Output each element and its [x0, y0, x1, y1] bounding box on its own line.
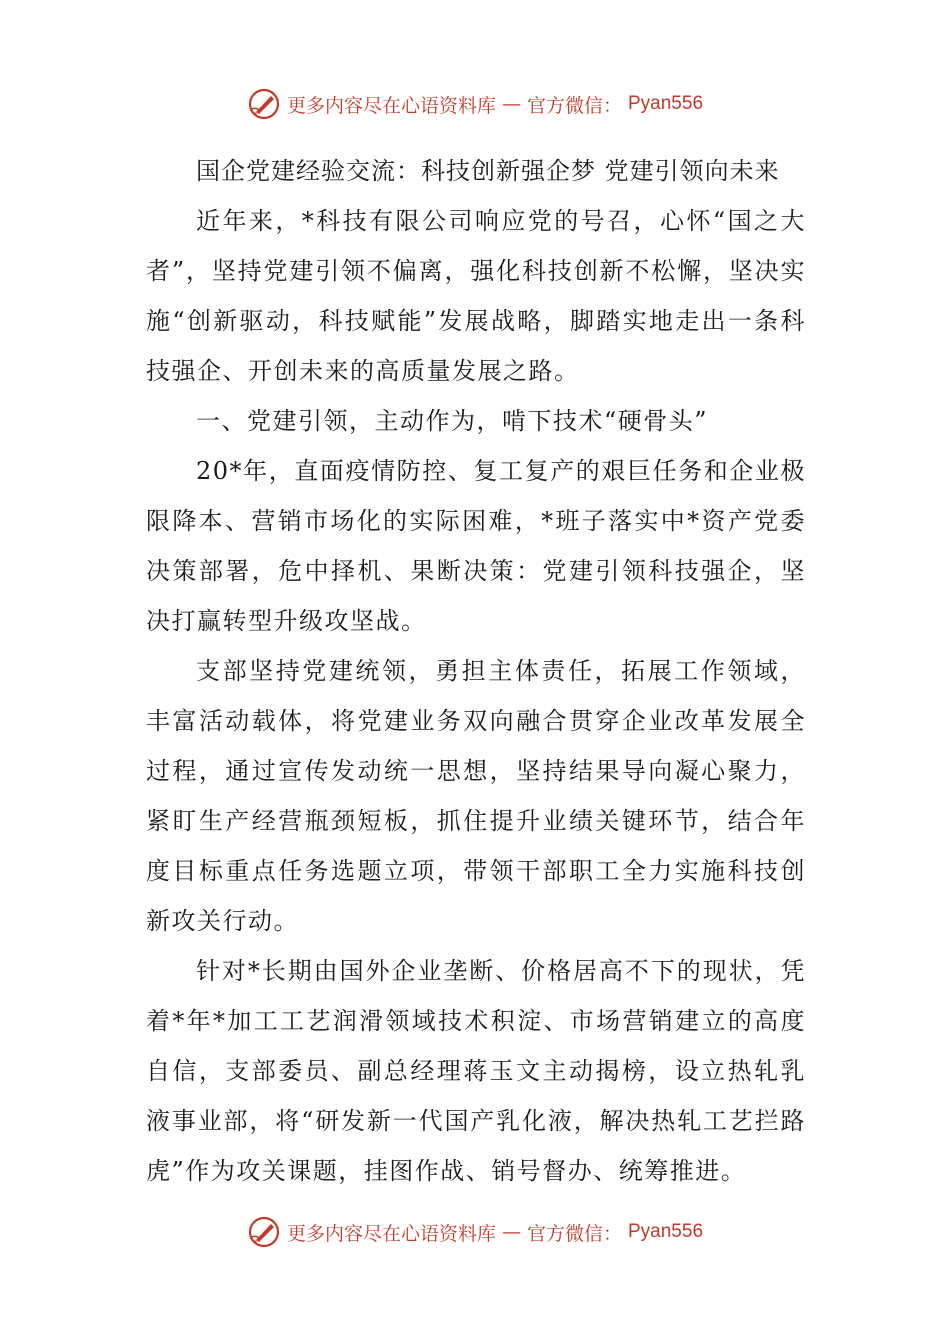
quill-pen-icon [247, 1215, 281, 1249]
quill-pen-icon [247, 87, 281, 121]
watermark-wechat-id: Pyan556 [628, 1221, 704, 1242]
watermark-banner-bottom [0, 1212, 950, 1252]
watermark-dash: — [501, 1221, 521, 1243]
watermark-slogan: 更多内容尽在心语资料库 [286, 1222, 496, 1245]
watermark-slogan: 更多内容尽在心语资料库 [286, 94, 496, 117]
section-paragraph-3: 针对*长期由国外企业垄断、价格居高不下的现状，凭着*年*加工工艺润滑领域技术积淀、市场营销建立的高度自信，支部委员、副总经理蒋玉文主动揭榜，设立热轧乳液事业部，将“研发新一代国产乳化液，解决热轧工艺拦路虎”作为攻关课题，挂图作战、销号督办、统筹推进。 [146, 957, 806, 1185]
document-title: 国企党建经验交流：科技创新强企梦 党建引领向未来 [196, 157, 780, 185]
section-paragraph-2: 支部坚持党建统领，勇担主体责任，拓展工作领域，丰富活动载体，将党建业务双向融合贯穿企业改革发展全过程，通过宣传发动统一思想，坚持结果导向凝心聚力，紧盯生产经营瓶颈短板，抓住提升业绩关键环节，结合年度目标重点任务选题立项，带领干部职工全力实施科技创新攻关行动。 [146, 657, 806, 935]
document-body [146, 146, 806, 1196]
watermark-wechat-label: 官方微信： [526, 1222, 622, 1245]
watermark-wechat-label: 官方微信： [526, 94, 622, 117]
watermark-banner-top [0, 84, 950, 124]
section-heading: 一、党建引领，主动作为，啃下技术“硬骨头” [196, 407, 709, 435]
watermark-dash: — [501, 93, 521, 115]
section-paragraph-1: 20*年，直面疫情防控、复工复产的艰巨任务和企业极限降本、营销市场化的实际困难，*班子落实中*资产党委决策部署，危中择机、果断决策：党建引领科技强企，坚决打赢转型升级攻坚战。 [146, 457, 806, 635]
watermark-wechat-id: Pyan556 [628, 93, 704, 114]
intro-paragraph: 近年来，*科技有限公司响应党的号召，心怀“国之大者”，坚持党建引领不偏离，强化科技创新不松懈，坚决实施“创新驱动，科技赋能”发展战略，脚踏实地走出一条科技强企、开创未来的高质量发展之路。 [146, 207, 806, 385]
